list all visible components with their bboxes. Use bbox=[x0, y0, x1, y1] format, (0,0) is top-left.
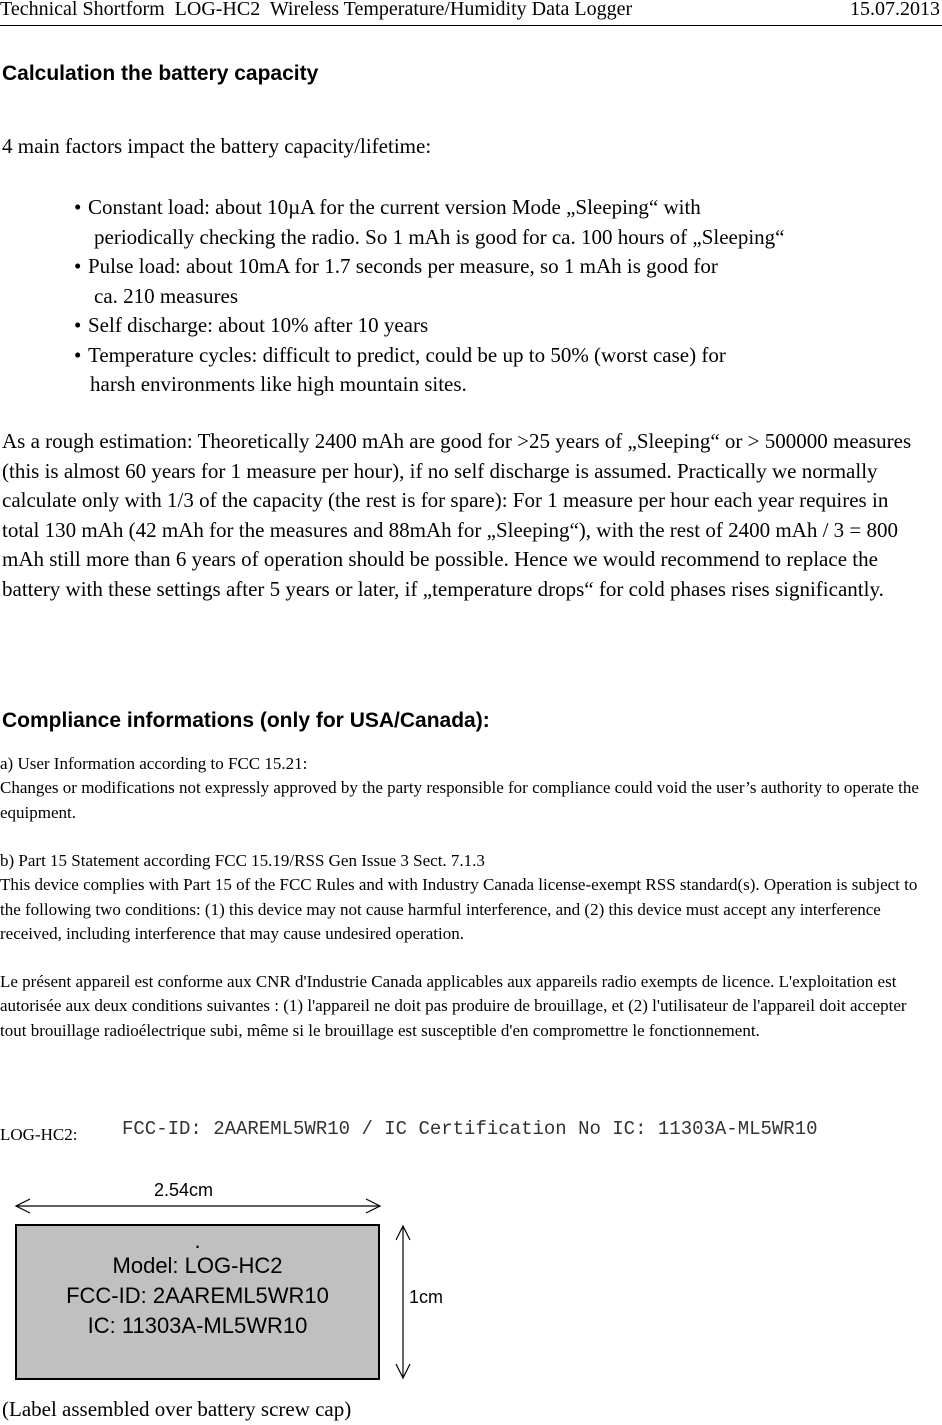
device-label-drawing bbox=[15, 1224, 380, 1380]
document-date: 15.07.2013 bbox=[850, 0, 940, 20]
factor-text: Pulse load: about 10mA for 1.7 seconds per measure, so 1 mAh is good for bbox=[88, 254, 718, 278]
label-caption: (Label assembled over battery screw cap) bbox=[2, 1397, 352, 1421]
battery-estimation-paragraph: As a rough estimation: Theoretically 2400 mAh are good for >25 years of „Sleeping“ or > 500000 measures (this is almost 60 years for 1 measure per hour), if no self discharge is assumed. Practically we normally calculate only with 1/3 of the capacity (the rest is for spare): For 1 measure per hour each year requires in total 130 mAh (42 mAh for the measures and 88mAh for „Sleeping“), with the rest of 2400 mAh / 3 = 800 mAh still more than 6 years of operation should be possible. Hence we would recommend to replace the battery with these settings after 5 years or later, if „temperature drops“ for cold phases rises significantly. bbox=[2, 429, 912, 601]
battery-intro: 4 main factors impact the battery capacity/lifetime: bbox=[2, 134, 432, 158]
factor-text: Constant load: about 10µA for the current version Mode „Sleeping“ with bbox=[88, 195, 701, 219]
label-height-dimension: 1cm bbox=[409, 1287, 444, 1307]
bullet-icon: • bbox=[74, 342, 82, 367]
bullet-icon: • bbox=[74, 313, 82, 337]
factor-text: Temperature cycles: difficult to predict, could be up to 50% (worst case) for bbox=[88, 342, 726, 367]
device-certification-ids: FCC-ID: 2AAREML5WR10 / IC Certification No IC: 11303A-ML5WR10 bbox=[122, 1118, 818, 1140]
factor-text-continued: harsh environments like high mountain sites. bbox=[90, 372, 467, 396]
french-compliance-text: Le présent appareil est conforme aux CNR d'Industrie Canada applicables aux appareils radio exempts de licence. L'exploitation est autorisée aux deux conditions suivantes : (1) l'appareil ne doit pas produire de brouillage, et (2) l'utilisateur de l'appareil doit accepter tout brouillage radioélectrique subi, même si le brouillage est susceptible d'en compromettre le fonctionnement. bbox=[0, 972, 907, 1040]
battery-section-heading: Calculation the battery capacity bbox=[2, 62, 319, 85]
factor-text-continued: periodically checking the radio. So 1 mAh is good for ca. 100 hours of „Sleeping“ bbox=[94, 224, 785, 249]
fcc-b-title: b) Part 15 Statement according FCC 15.19/RSS Gen Issue 3 Sect. 7.1.3 bbox=[0, 851, 485, 870]
label-width-dimension: 2.54cm bbox=[154, 1180, 214, 1200]
label-model: Model: LOG-HC2 bbox=[112, 1253, 283, 1278]
factor-text-continued: ca. 210 measures bbox=[94, 283, 239, 308]
label-fcc-id: FCC-ID: 2AAREML5WR10 bbox=[66, 1283, 329, 1308]
bullet-icon: • bbox=[74, 254, 82, 278]
label-dot: . bbox=[194, 1228, 201, 1253]
device-label: LOG-HC2: bbox=[0, 1125, 78, 1144]
compliance-section-heading: Compliance informations (only for USA/Canada): bbox=[2, 709, 490, 732]
fcc-a-text: Changes or modifications not expressly approved by the party responsible for compliance could void the user’s authority to operate the equipment. bbox=[0, 778, 919, 822]
fcc-a-title: a) User Information according to FCC 15.21: bbox=[0, 754, 308, 773]
factor-text: Self discharge: about 10% after 10 years bbox=[88, 313, 429, 337]
bullet-icon: • bbox=[74, 195, 82, 219]
document-title: Technical Shortform LOG-HC2 Wireless Temperature/Humidity Data Logger bbox=[0, 0, 633, 20]
label-ic: IC: 11303A-ML5WR10 bbox=[87, 1313, 308, 1338]
fcc-b-text: This device complies with Part 15 of the FCC Rules and with Industry Canada license-exempt RSS standard(s). Operation is subject to the following two conditions: (1) this device may not cause harmful interference, and (2) this device must accept any interference received, including interference that may cause undesired operation. bbox=[0, 875, 918, 943]
